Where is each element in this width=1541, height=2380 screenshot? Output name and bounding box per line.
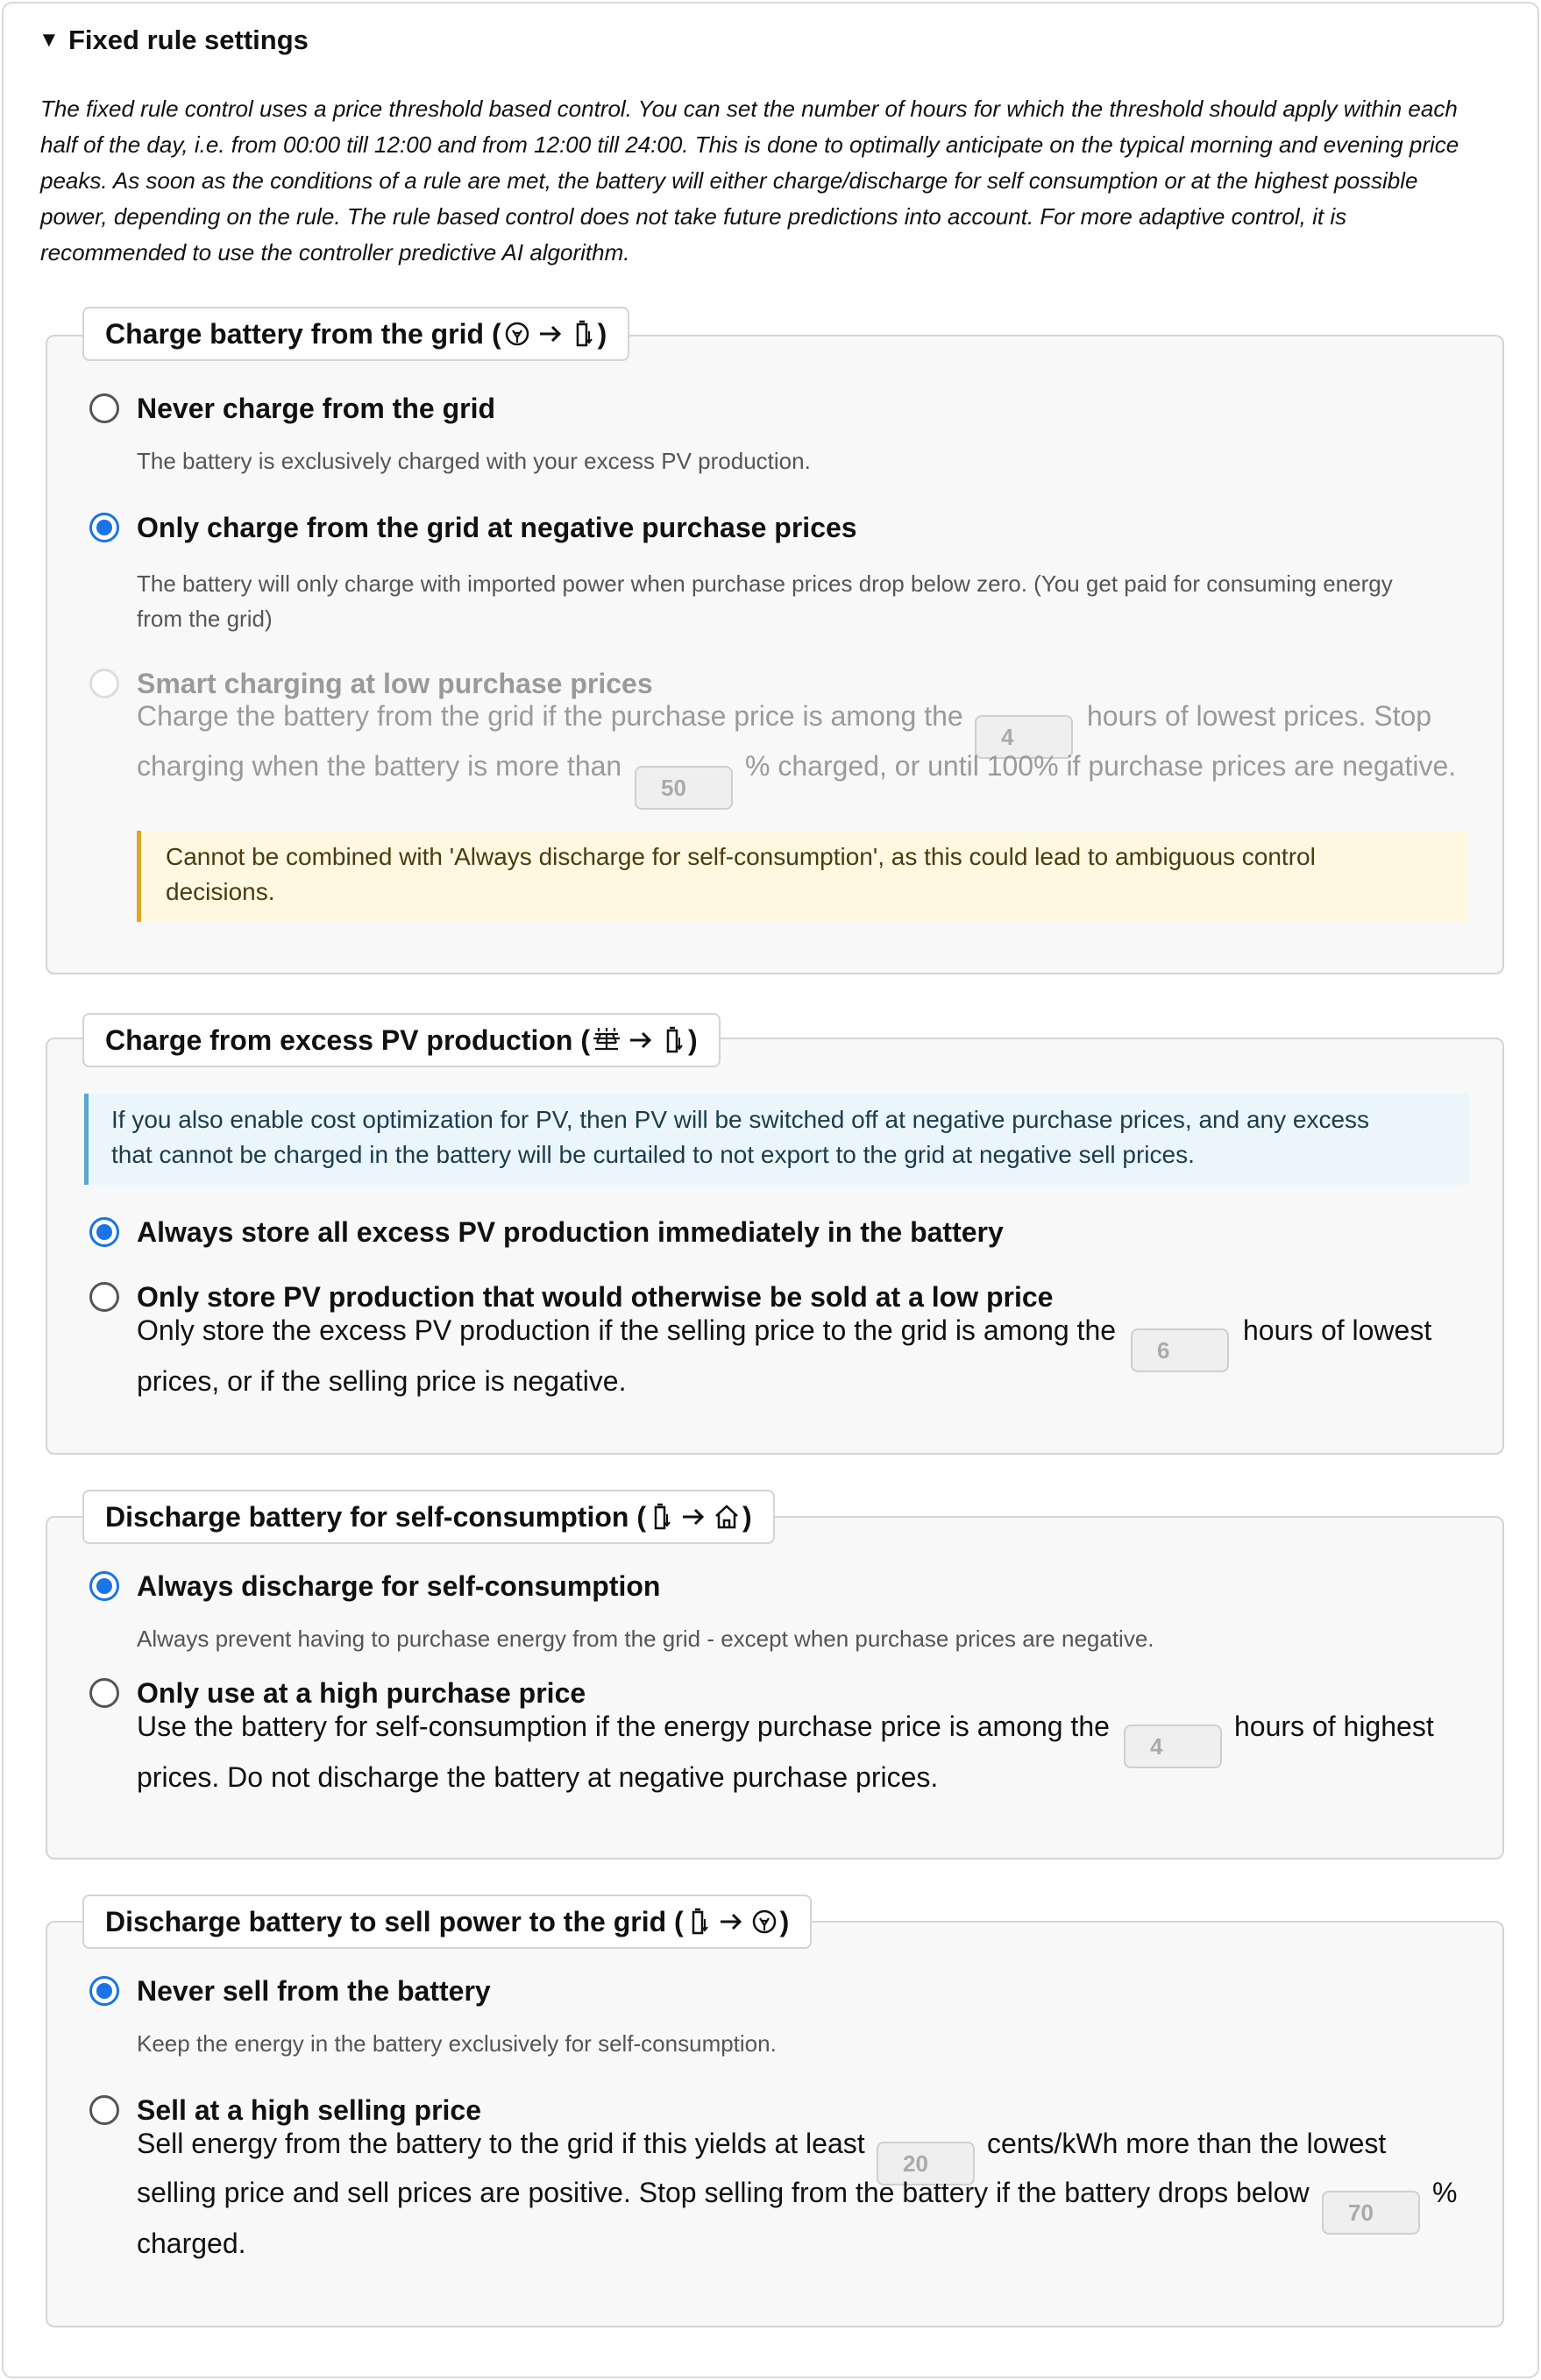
- pv-hours-input[interactable]: [1131, 1328, 1229, 1372]
- sell-text-e: charged.: [137, 2228, 246, 2259]
- arrow-right-icon: [715, 1908, 747, 1936]
- smart-percent-input[interactable]: [635, 766, 733, 810]
- pv-text-b: hours of lowest: [1243, 1314, 1432, 1346]
- self-consumption-legend: Discharge battery for self-consumption ( ): [82, 1490, 775, 1544]
- radio-button[interactable]: [89, 1571, 119, 1601]
- radio-button[interactable]: [89, 393, 119, 423]
- option-label: Only store PV production that would otherwise be sold at a low price: [137, 1281, 1054, 1313]
- option-description: The battery will only charge with imported power when purchase prices drop below zero. (You get paid for consuming energy: [137, 570, 1393, 597]
- option-description: from the grid): [137, 606, 273, 632]
- fixed-rule-settings-panel: [2, 2, 1539, 2378]
- grid-charge-fieldset: [46, 317, 1504, 974]
- smart-text-d: % charged, or until 100% if purchase prices are negative.: [745, 750, 1457, 782]
- battery-charge-icon: [570, 319, 596, 349]
- sell-text-a: Sell energy from the battery to the grid if this yields at least: [137, 2128, 865, 2159]
- fixed-rule-settings-toggle[interactable]: [39, 23, 309, 58]
- self-hours-input[interactable]: [1124, 1725, 1222, 1768]
- legend-title: Discharge battery for self-consumption: [105, 1500, 629, 1533]
- grid-icon: [750, 1908, 778, 1936]
- option-description: Keep the energy in the battery exclusively for self-consumption.: [137, 2030, 777, 2057]
- self-text-a: Use the battery for self-consumption if the energy purchase price is among the: [137, 1711, 1110, 1742]
- radio-never-sell[interactable]: [89, 1973, 791, 2008]
- arrow-right-icon: [535, 320, 566, 348]
- radio-button[interactable]: [89, 1678, 119, 1708]
- info-text: If you also enable cost optimization for PV, then PV will be switched off at negative purchase prices, and any excess: [111, 1106, 1370, 1133]
- sell-percent-input[interactable]: [1322, 2191, 1420, 2235]
- radio-negative-price-charge[interactable]: [89, 510, 966, 545]
- option-label: Never charge from the grid: [137, 393, 495, 424]
- grid-icon: [503, 320, 531, 348]
- radio-button[interactable]: [89, 2095, 119, 2125]
- pv-text-c: prices, or if the selling price is negative.: [137, 1365, 627, 1397]
- intro-text: The fixed rule control uses a price threshold based control. You can set the number of hours for which the threshold should apply within each half of the day, i.e. from 00:00 till 12:00 and from 12:00 till 24:00. This is done to optimally anticipate on the typical morning and evening price peaks. As soon as the conditions of a rule are met, the battery will either charge/discharge for self consumption or at the highest possible power, depending on the rule. The rule based control does not take future predictions into account. For more adaptive control, it is recommended to use the controller predictive AI algorithm.: [40, 96, 1459, 266]
- arrow-right-icon: [625, 1026, 657, 1054]
- battery-charge-icon: [660, 1025, 686, 1055]
- smart-text-c: charging when the battery is more than: [137, 750, 622, 782]
- pv-text-a: Only store the excess PV production if the selling price to the grid is among the: [137, 1314, 1117, 1346]
- option-label: Only use at a high purchase price: [137, 1677, 586, 1709]
- option-label: Smart charging at low purchase prices: [137, 668, 653, 699]
- sell-legend: Discharge battery to sell power to the grid ( ): [82, 1895, 812, 1949]
- self-text-b: hours of highest: [1234, 1711, 1434, 1742]
- smart-text-b: hours of lowest prices. Stop: [1087, 700, 1432, 732]
- self-consumption-fieldset: [46, 1500, 1504, 1859]
- radio-button[interactable]: [89, 669, 119, 698]
- warning-text: Cannot be combined with 'Always discharge for self-consumption', as this could lead to ambiguous control: [166, 843, 1316, 870]
- sell-fieldset: [46, 1905, 1504, 2327]
- pv-charge-fieldset: [46, 1024, 1504, 1455]
- sell-text-c: selling price and sell prices are positive. Stop selling from the battery if the battery drops below: [137, 2177, 1310, 2208]
- triangle-down-icon: ▼: [39, 28, 60, 52]
- option-label: Always discharge for self-consumption: [137, 1570, 661, 1602]
- warning-text: decisions.: [166, 878, 275, 905]
- radio-button[interactable]: [89, 1217, 119, 1247]
- radio-button[interactable]: [89, 1976, 119, 2006]
- radio-never-charge-grid[interactable]: [89, 391, 791, 426]
- option-label: Sell at a high selling price: [137, 2094, 481, 2126]
- arrow-right-icon: [678, 1503, 709, 1531]
- info-text: that cannot be charged in the battery will be curtailed to not export to the grid at negative sell prices.: [111, 1141, 1195, 1168]
- option-label: Only charge from the grid at negative purchase prices: [137, 512, 857, 543]
- radio-always-store-pv[interactable]: [89, 1215, 1141, 1250]
- option-label: Always store all excess PV production immediately in the battery: [137, 1216, 1004, 1248]
- sell-text-d: %: [1432, 2177, 1458, 2208]
- pv-charge-legend: Charge from excess PV production ( ): [82, 1013, 721, 1067]
- section-title: Fixed rule settings: [68, 25, 309, 55]
- smart-text-a: Charge the battery from the grid if the purchase price is among the: [137, 700, 963, 732]
- home-icon: [713, 1503, 741, 1531]
- radio-button[interactable]: [89, 513, 119, 542]
- option-label: Never sell from the battery: [137, 1975, 491, 2007]
- grid-charge-legend: Charge battery from the grid ( ): [82, 307, 629, 361]
- self-text-c: prices. Do not discharge the battery at negative purchase prices.: [137, 1761, 939, 1793]
- warning-alert: [137, 831, 1467, 922]
- info-alert: [84, 1094, 1469, 1185]
- legend-title: Charge from excess PV production: [105, 1024, 573, 1056]
- battery-charge-icon: [648, 1502, 674, 1532]
- sell-text-b: cents/kWh more than the lowest: [987, 2128, 1387, 2159]
- solar-panel-icon: [592, 1026, 621, 1054]
- legend-title: Discharge battery to sell power to the grid: [105, 1905, 667, 1937]
- radio-always-discharge[interactable]: [89, 1569, 878, 1604]
- battery-charge-icon: [685, 1907, 712, 1937]
- option-description: The battery is exclusively charged with your excess PV production.: [137, 448, 811, 474]
- option-description: Always prevent having to purchase energy from the grid - except when purchase prices are negative.: [137, 1626, 1154, 1652]
- legend-title: Charge battery from the grid: [105, 317, 485, 350]
- radio-button[interactable]: [89, 1282, 119, 1312]
